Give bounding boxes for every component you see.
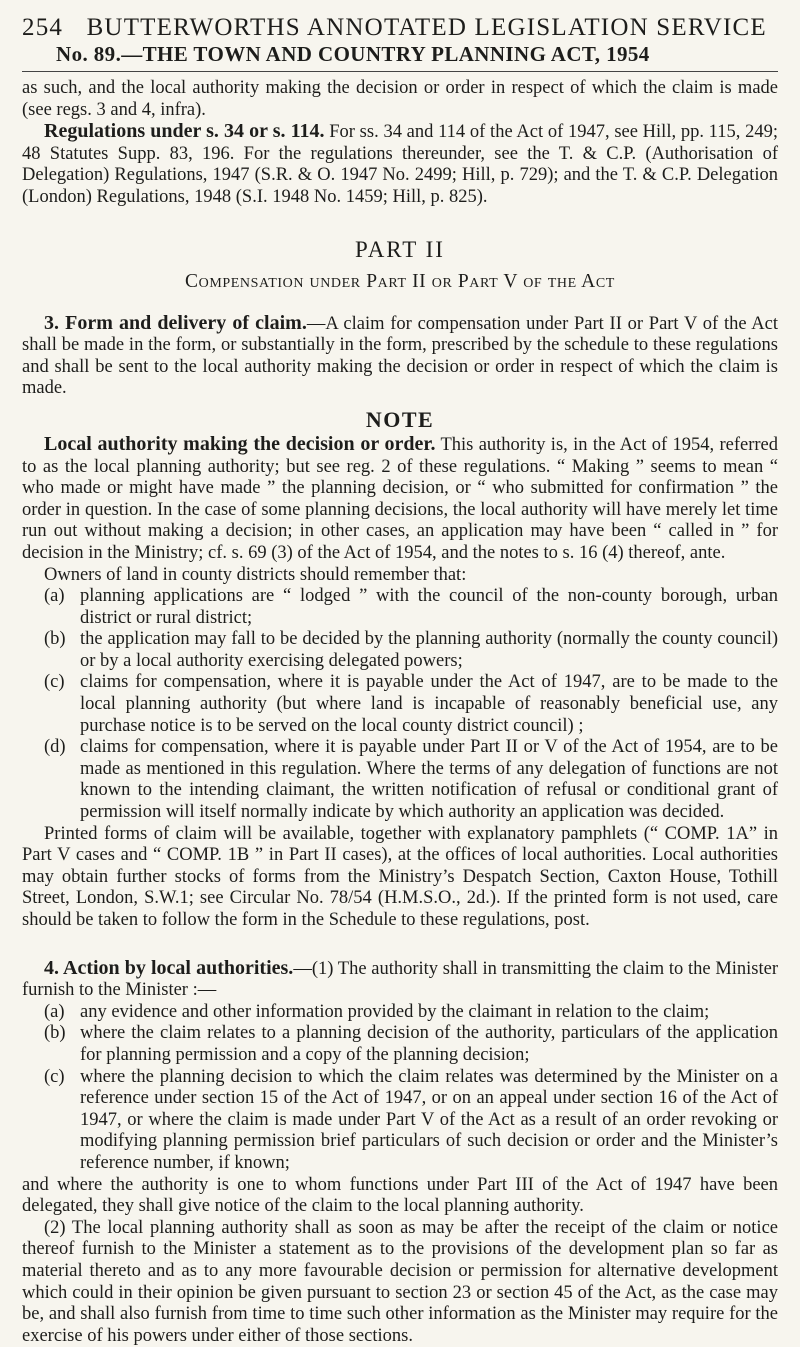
list-item: (b) the application may fall to be decided by the planning authority (normally the county council) or by a local authority exercising delegated powers;	[44, 629, 778, 671]
regulations-text: For ss. 34 and 114 of the Act of 1947, see Hill, pp. 115, 249; 48 Statutes Supp. 83, 196. For the regulations thereunder, see the T. & C.P. (Authorisation of Delegation) Regulations, 1947 (S.R. & O. 1947 No. 2499; Hill, p. 729); and the T. & C.P. Delegation (London) Regulations, 1948 (S.I. 1948 No. 1459; Hill, p. 825).	[22, 122, 778, 207]
list-item: (a) planning applications are “ lodged ” with the council of the non-county borough, urban district or rural district;	[44, 586, 778, 628]
section-3-text: —A claim for compensation under Part II or Part V of the Act shall be made in the form, or substantially in the form, prescribed by the schedule to these regulations and shall be sent to the local authority making the decision or order in respect of which the claim is made.	[22, 313, 778, 399]
continuation-paragraph: as such, and the local authority making the decision or order in respect of which the claim is made (see regs. 3 and 4, infra).	[22, 78, 778, 120]
section-4-list	[22, 1002, 778, 1175]
header-rule	[22, 71, 778, 72]
regulations-heading: Regulations under s. 34 or s. 114.	[44, 120, 325, 143]
section-4-closing-paragraph: and where the authority is one to whom functions under Part III of the Act of 1947 have been delegated, they shall give notice of the claim to the local planning authority.	[22, 1174, 778, 1217]
note-paragraph-3: Printed forms of claim will be available, together with explanatory pamphlets (“ COMP. 1A” in Part V cases and “ COMP. 1B ” in Part II cases), at the offices of local authorities. Local authorities may obtain further stocks of forms from the Ministry’s Despatch Section, Caxton House, Tothill Street, London, S.W.1; see Circular No. 78/54 (H.M.S.O., 2d.). If the printed form is not used, care should be taken to follow the form in the Schedule to these regulations, post.	[22, 823, 778, 930]
list-item: (c) where the planning decision to which the claim relates was determined by the Minister on a reference under section 15 of the Act of 1947, or on an appeal under section 16 of the Act of 1947, or where the claim is made under Part V of the Act as a result of an order revoking or modifying planning permission brief particulars of such decision or order and the Minister’s reference number, if known;	[44, 1066, 778, 1173]
section-4-subsection-2: (2) The local planning authority shall as soon as may be after the receipt of the claim or notice thereof furnish to the Minister a statement as to the provisions of the development plan so far as material thereto and as to any more favourable decision or permission for alternative development which could in their opinion be given pursuant to section 23 or section 45 of the Act, as the case may be, and shall also furnish from time to time such other information as the Minister may require for the exercise of his powers under either of those sections.	[22, 1217, 778, 1346]
list-item: (d) claims for compensation, where it is payable under Part II or V of the Act of 1954, are to be made as mentioned in this regulation. Where the terms of any delegation of functions are not known to the intending claimant, the written notification of refusal or conditional grant of permission will itself normally indicate by which authority an application was decided.	[44, 737, 778, 823]
running-header	[22, 14, 778, 42]
page-number: 254	[22, 14, 64, 41]
list-item: (a) any evidence and other information provided by the claimant in relation to the claim;	[44, 1001, 710, 1022]
series-title: BUTTERWORTHS ANNOTATED LEGISLATION SERVICE	[86, 14, 767, 41]
section-3-heading: 3. Form and delivery of claim.	[44, 311, 307, 334]
regulations-paragraph	[22, 121, 778, 208]
section-3-paragraph	[22, 313, 778, 400]
note-list	[22, 586, 778, 824]
note-paragraph-1-heading: Local authority making the decision or order.	[44, 432, 436, 455]
section-4-heading: 4. Action by local authorities.	[44, 956, 294, 979]
note-paragraph-2: Owners of land in county districts should remember that:	[44, 564, 467, 585]
list-item: (b) where the claim relates to a planning decision of the authority, particulars of the application for planning permission and a copy of the planning decision;	[44, 1023, 778, 1065]
note-paragraph-1	[22, 434, 778, 565]
act-title: No. 89.—THE TOWN AND COUNTRY PLANNING ACT, 1954	[56, 42, 650, 66]
section-4-text: —(1) The authority shall in transmitting the claim to the Minister furnish to the Minister :—	[22, 958, 779, 1001]
list-item: (c) claims for compensation, where it is payable under the Act of 1947, are to be made to the local planning authority (but where land is incapable of reasonably beneficial use, any purchase notice is to be served on the local county district council) ;	[44, 672, 778, 736]
part-title: PART II	[355, 236, 445, 262]
section-4-paragraph	[22, 958, 778, 1002]
note-heading: NOTE	[365, 406, 435, 432]
note-paragraph-1-text: This authority is, in the Act of 1954, referred to as the local planning authority; but see reg. 2 of these regulations. “ Making ” seems to mean “ who made or might have made ” the planning decision, or “ who submitted for confirmation ” the order in question. In the case of some planning decisions, the local authority will have merely let time run out without making a decision; in other cases, an application may have been “ called in ” for decision in the Ministry; cf. s. 69 (3) of the Act of 1954, and the notes to s. 16 (4) thereof, ante.	[22, 434, 778, 563]
part-subtitle: Compensation under Part II or Part V of the Act	[185, 270, 615, 292]
